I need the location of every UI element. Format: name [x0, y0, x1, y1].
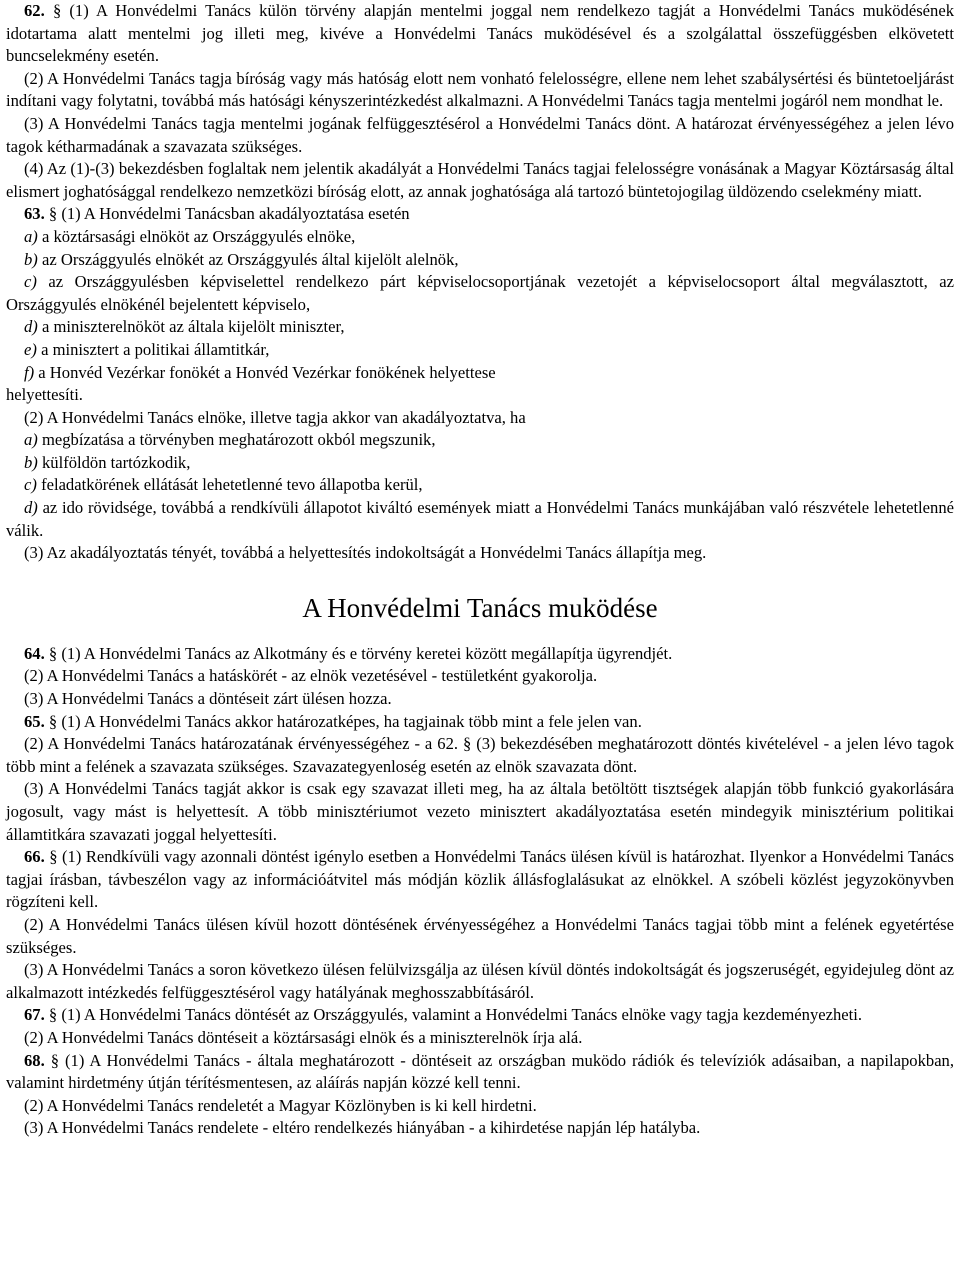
- paragraph-text: § (1) A Honvédelmi Tanácsban akadályoztatása esetén: [48, 204, 410, 224]
- paragraph-text: § (1) A Honvédelmi Tanács akkor határozatképes, ha tagjainak több mint a fele jelen van.: [48, 711, 642, 731]
- section-66-para-2: (2) A Honvédelmi Tanács ülésen kívül hozott döntésének érvényességéhez a Honvédelmi Tanács tagjai több mint a felének egyetértése szükséges.: [6, 914, 954, 957]
- section-64-para-1: [6, 643, 954, 666]
- list-item: [6, 339, 954, 362]
- section-68-para-3: (3) A Honvédelmi Tanács rendelete - eltéro rendelkezés hiányában - a kihirdetése napján lép hatályba.: [24, 1118, 701, 1138]
- section-68-para-2: (2) A Honvédelmi Tanács rendeletét a Magyar Közlönyben is ki kell hirdetni.: [24, 1095, 537, 1115]
- list-item-text: az Országgyulésben képviselettel rendelkezo párt képviselocsoportjának vezetojét a képviselocsoport által megválasztott, az Országgyulés elnökénél bejelentett képviselo,: [6, 272, 954, 314]
- list-item-text: az ido rövidsége, továbbá a rendkívüli állapotot kiváltó események miatt a Honvédelmi Tanács munkájában való részvétele lehetetlenné válik.: [6, 498, 954, 540]
- section-63-para-2: (2) A Honvédelmi Tanács elnöke, illetve tagja akkor van akadályoztatva, ha: [24, 407, 526, 427]
- section-63-list-2: [6, 429, 954, 542]
- section-number: 64.: [24, 643, 45, 663]
- section-62-para-1: [6, 0, 954, 68]
- section-65-para-3: (3) A Honvédelmi Tanács tagját akkor is csak egy szavazat illeti meg, ha az általa betöltött tisztségek alapján több funkció gyakorlására jogosult, vagy mást is helyettesít. A több minisztériumot vezeto minisztert akadályoztatása esetén mindegyik minisztérium politikai államtitkára szavazati joggal helyettesíti.: [6, 779, 954, 844]
- list-item-text: megbízatása a törvényben meghatározott okból megszunik,: [41, 430, 436, 450]
- section-number: 67.: [24, 1005, 45, 1025]
- section-64-para-2: (2) A Honvédelmi Tanács a hatáskörét - az elnök vezetésével - testületként gyakorolja.: [24, 666, 598, 686]
- list-marker: e): [24, 339, 37, 359]
- list-marker: d): [24, 317, 38, 337]
- section-62-para-3: (3) A Honvédelmi Tanács tagja mentelmi jogának felfüggesztésérol a Honvédelmi Tanács dönt. A határozat érvényességéhez a jelen lévo tagok kétharmadának a szavazata szükséges.: [6, 113, 954, 156]
- list-item: [6, 249, 954, 272]
- list-item: [6, 226, 954, 249]
- section-63-list-1: [6, 226, 954, 384]
- section-62-para-2: (2) A Honvédelmi Tanács tagja bíróság vagy más hatóság elott nem vonható felelosségre, ellene nem lehet szabálysértési és büntetoeljárást indítani vagy folytatni, továbbá más hatósági kényszerintézkedést alkalmazni. A Honvédelmi Tanács tagja mentelmi jogáról nem mondhat le.: [6, 68, 954, 111]
- list-item-text: a miniszterelnököt az általa kijelölt miniszter,: [41, 317, 345, 337]
- list-item-text: feladatkörének ellátását lehetetlenné tevo állapotba kerül,: [41, 475, 423, 495]
- section-63-list-1-tail: helyettesíti.: [6, 385, 83, 405]
- list-item: [6, 497, 954, 542]
- list-item-text: külföldön tartózkodik,: [41, 452, 191, 472]
- list-marker: c): [24, 272, 37, 292]
- section-66-para-3: (3) A Honvédelmi Tanács a soron következo ülésen felülvizsgálja az ülésen kívül döntés indokoltságát és jogszeruségét, egyidejuleg dönt az alkalmazott intézkedés felfüggesztésérol vagy hatályának meghosszabbításáról.: [6, 960, 954, 1002]
- section-65-para-1: [6, 711, 954, 734]
- list-item: [6, 362, 954, 385]
- list-item: [6, 452, 954, 475]
- list-marker: a): [24, 430, 38, 450]
- list-item-text: a köztársasági elnököt az Országgyulés elnöke,: [41, 226, 356, 246]
- section-number: 63.: [24, 204, 45, 224]
- section-63-para-3: (3) Az akadályoztatás tényét, továbbá a helyettesítés indokoltságát a Honvédelmi Tanács állapítja meg.: [24, 543, 707, 563]
- section-number: 65.: [24, 711, 45, 731]
- list-item-text: a minisztert a politikai államtitkár,: [41, 339, 270, 359]
- list-item: [6, 316, 954, 339]
- list-item: [6, 271, 954, 316]
- list-marker: b): [24, 249, 38, 269]
- section-66-para-1: [6, 846, 954, 914]
- section-67-para-1: [6, 1004, 954, 1027]
- section-65-para-2: (2) A Honvédelmi Tanács határozatának érvényességéhez - a 62. § (3) bekezdésében meghatározott döntés kivételével - a jelen lévo tagok több mint a felének a szavazata szükséges. Szavazategyenloség esetén az elnök szavazata dönt.: [6, 734, 954, 776]
- section-62-para-4: (4) Az (1)-(3) bekezdésben foglaltak nem jelentik akadályát a Honvédelmi Tanács tagjai felelosségre vonásának a Magyar Köztársaság által elismert joghatósággal rendelkezo nemzetközi bíróság elott, az annak joghatósága alá tartozó büntetojogilag üldözendo cselekmény miatt.: [6, 159, 954, 201]
- paragraph-text: § (1) A Honvédelmi Tanács külön törvény alapján mentelmi joggal nem rendelkezo tagját a Honvédelmi Tanács muködésének idotartama alatt mentelmi jog illeti meg, kivéve a Honvédelmi Tanács muködésével és a szolgálattal összefüggésben elkövetett buncselekmény esetén.: [6, 1, 954, 66]
- list-marker: d): [24, 498, 38, 518]
- section-63-para-1: [6, 203, 954, 226]
- section-number: 68.: [24, 1050, 45, 1070]
- section-67-para-2: (2) A Honvédelmi Tanács döntéseit a köztársasági elnök és a miniszterelnök írja alá.: [24, 1027, 583, 1047]
- paragraph-text: § (1) A Honvédelmi Tanács - általa meghatározott - döntéseit az országban muködo rádiók és televíziók adásaiban, a napilapokban, valamint hirdetmény útján térítésmentesen, az aláírás napján közzé kell tenni.: [6, 1050, 954, 1093]
- section-68-para-1: [6, 1050, 954, 1095]
- section-number: 62.: [24, 1, 45, 20]
- paragraph-text: § (1) A Honvédelmi Tanács döntését az Országgyulés, valamint a Honvédelmi Tanács elnöke vagy tagja kezdeményezheti.: [48, 1005, 863, 1025]
- list-marker: f): [24, 362, 35, 382]
- chapter-heading: A Honvédelmi Tanács muködése: [302, 592, 658, 623]
- section-64-para-3: (3) A Honvédelmi Tanács a döntéseit zárt ülésen hozza.: [24, 689, 392, 709]
- paragraph-text: § (1) Rendkívüli vagy azonnali döntést igénylo esetben a Honvédelmi Tanács ülésen kívül is határozhat. Ilyenkor a Honvédelmi Tanács tagjai írásban, távbeszélon vagy az információátvitel más módján közlik állásfoglalásukat az elnökkel. A szóbeli közlést jegyzokönyvben rögzíteni kell.: [6, 847, 954, 912]
- paragraph-text: § (1) A Honvédelmi Tanács az Alkotmány és e törvény keretei között megállapítja ügyrendjét.: [48, 643, 673, 663]
- list-item-text: a Honvéd Vezérkar fonökét a Honvéd Vezérkar fonökének helyettese: [38, 362, 496, 382]
- list-item: [6, 429, 954, 452]
- list-item: [6, 474, 954, 497]
- list-item-text: az Országgyulés elnökét az Országgyulés által kijelölt alelnök,: [41, 249, 459, 269]
- section-number: 66.: [24, 847, 45, 867]
- list-marker: a): [24, 226, 38, 246]
- list-marker: b): [24, 452, 38, 472]
- list-marker: c): [24, 475, 37, 495]
